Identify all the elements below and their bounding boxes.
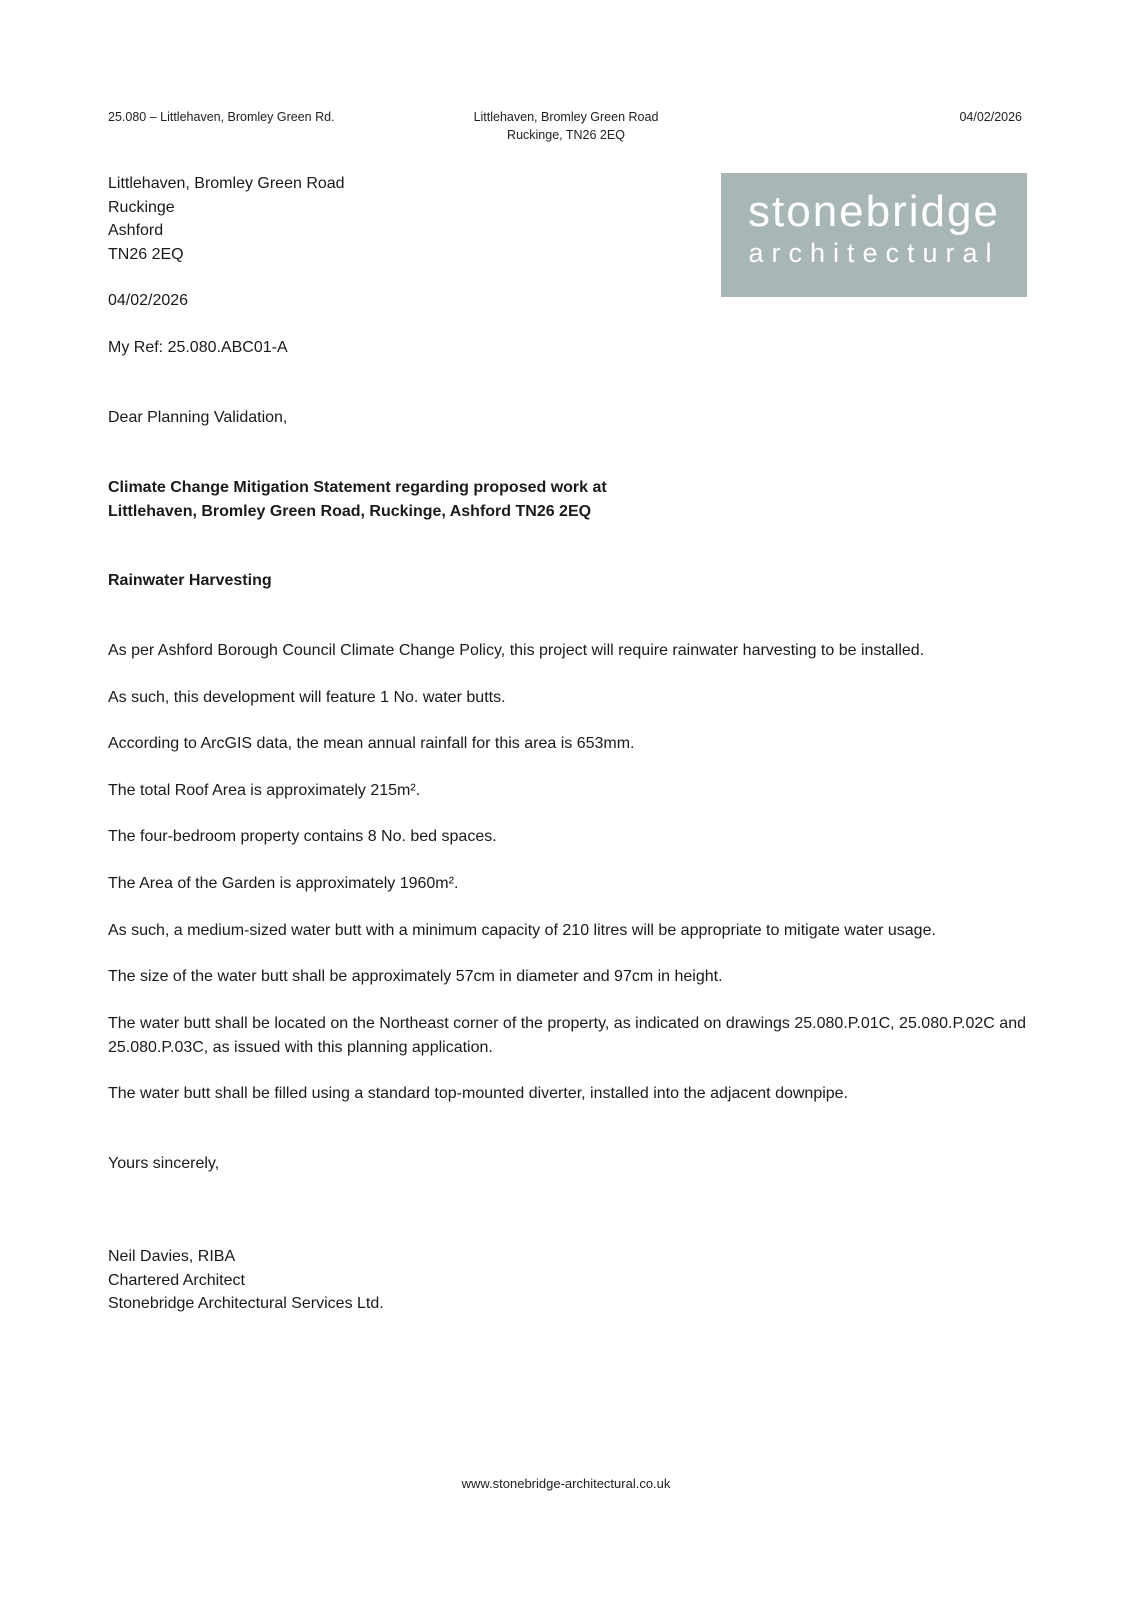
paragraph: As per Ashford Borough Council Climate Change Policy, this project will require rainwater harvesting to be installed. (108, 642, 925, 659)
paragraph: The size of the water butt shall be approximately 57cm in diameter and 97cm in height. (108, 968, 723, 985)
address-line: TN26 2EQ (108, 245, 184, 263)
recipient-address (108, 172, 1026, 266)
paragraph: The total Roof Area is approximately 215m². (108, 782, 421, 799)
address-line: Ruckinge (108, 198, 175, 216)
salutation: Dear Planning Validation, (108, 409, 288, 426)
paragraph: As such, a medium-sized water butt with a minimum capacity of 210 litres will be appropriate to mitigate water usage. (108, 922, 936, 939)
subject-line: Climate Change Mitigation Statement regarding proposed work at (108, 479, 607, 496)
closing: Yours sincerely, (108, 1155, 220, 1172)
header-site-address-line2: Ruckinge, TN26 2EQ (507, 128, 625, 142)
paragraph: The water butt shall be filled using a standard top-mounted diverter, installed into the adjacent downpipe. (108, 1085, 849, 1102)
subject-line: Littlehaven, Bromley Green Road, Ruckinge, Ashford TN26 2EQ (108, 502, 592, 520)
signature-company: Stonebridge Architectural Services Ltd. (108, 1295, 384, 1312)
paragraph: The Area of the Garden is approximately 1960m². (108, 875, 459, 892)
header-date: 04/02/2026 (959, 110, 1022, 124)
address-line: Littlehaven, Bromley Green Road (108, 175, 345, 192)
address-line: Ashford (108, 222, 164, 239)
signature-title: Chartered Architect (108, 1271, 245, 1289)
header-site-address-line1: Littlehaven, Bromley Green Road (473, 110, 659, 124)
letter-reference: My Ref: 25.080.ABC01-A (108, 339, 288, 356)
signature-name: Neil Davies, RIBA (108, 1248, 236, 1265)
paragraph: As such, this development will feature 1 No. water butts. (108, 689, 506, 706)
paragraph: The water butt shall be located on the Northeast corner of the property, as indicated on drawings 25.080.P.01C, 25.080.P.02C and 25.080.P.03C, as issued with this planning application. (108, 1015, 1026, 1056)
logo-wordmark: stonebridge (748, 187, 1000, 236)
footer-website: www.stonebridge-architectural.co.uk (461, 1476, 671, 1491)
header-site-address (366, 108, 766, 144)
logo-subtitle: architectural (748, 238, 1000, 268)
paragraph: The four-bedroom property contains 8 No. bed spaces. (108, 828, 497, 845)
subject-heading (108, 476, 1026, 523)
section-heading: Rainwater Harvesting (108, 572, 272, 589)
paragraph: According to ArcGIS data, the mean annual rainfall for this area is 653mm. (108, 735, 635, 752)
signature-block (108, 1245, 1026, 1316)
header-project-ref: 25.080 – Littlehaven, Bromley Green Rd. (108, 110, 335, 124)
letter-date: 04/02/2026 (108, 292, 189, 309)
